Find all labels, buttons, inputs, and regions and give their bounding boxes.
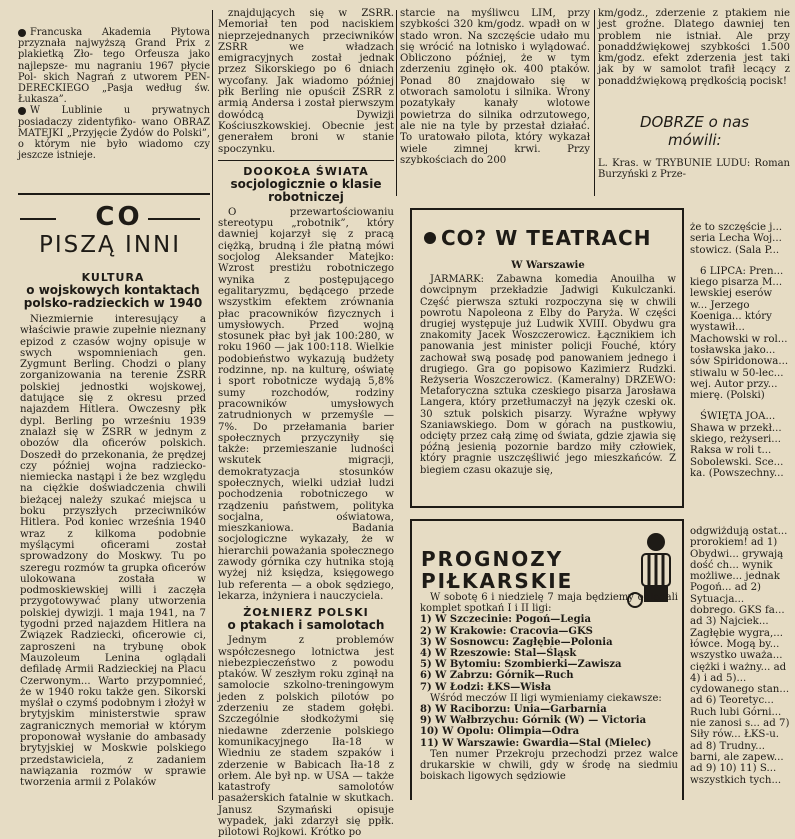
city-heading: W Warszawie [511,260,585,271]
teatr-body [420,260,676,504]
credit-text: L. Kras. w TRYBUNIE LUDU: Roman Burzyński z Prze- [598,158,790,181]
source-name: ŻOŁNIERZ POLSKI [243,606,369,620]
source-name: KULTURA [81,271,145,284]
prognozy-intro: W sobotę 6 i niedzielę 7 maja będziemy oglądali komplet spotkań I i II ligi: [420,592,678,615]
list-item: 3) W Sosnowcu: Zagłębie—Polonia [420,636,613,648]
right-column [690,222,792,522]
article-body: Niezmiernie interesujący a właściwie prawie zupełnie nieznany epizod z czasów wojny opisuje w swych wspomnieniach gen. Zygmunt Berling. Chodzi o plany zorganizowania na terenie ZSRR polskiej jednostki wojskowej, datujące się z okresu przed najazdem Hitlera. Owczesny płk dypl. Berling po wrześniu 1939 znalazł się w ZSRR w jednym z obozów dla oficerów polskich. Doszedł do przekonania, że prędzej czy później wojna radziecko-niemiecka nastąpi i że bez względu na ciężkie doświadczenia chwili bieżącej należy szukać miejsca u boku przyszłych przeciwników Hitlera. Pod koniec września 1940 wraz z kilkoma podobnie myślącymi oficerami został sprowadzony do Moskwy. Tu po szeregu rozmów ta grupka oficerów ulokowana została w podmoskiewskiej willi i zaczęła przygotowywać plany utworzenia polskiej dywizji. 1 maja 1941, na 7 tygodni przed najazdem Hitlera na Związek Radziecki, oficerowie ci, zaproszeni na trybunę obok Mauzoleum Lenina oglądali defiladę Armii Radzieckiej na Placu Czerwonym... Warto przypomnieć, że w 1940 roku także gen. Sikorski myślał o czymś podobnym i złożył w brytyjskim ministerstwie spraw zagranicznych memoriał w którym proponował wysłanie do ambasady brytyjskiej w Moskwie polskiego przedstawiciela, z zadaniem nawiązania rozmów w sprawie tworzenia armii z Polaków [20,314,206,789]
article-continuation: starcie na myśliwcu LIM, przy szybkości 320 km/godz. wpadł on w stado wron. Na szczęście udało mu się wrócić na lotnisko i wylądować. Obliczono później, że w tym zderzeniu zginęło ok. 400 ptaków. Ponad 80 znajdowało się w otworach samolotu i silnika. Wrony pozatykały kanały wlotowe powietrza do silnika odrzutowego, ale nie na tyle by przestał działać. To uratowało pilota, który wykazał wiele zimnej krwi. Przy szybkościach do 200 [400,8,590,166]
swieta-entry: ŚWIĘTA JOA... Shawa w przekł... skiego, reżyseri... Raksa w roli t... Sobolewski. Sce... ka. (Powszechny... [690,411,784,479]
article-title: socjologicznie o klasie robotniczej [230,176,382,204]
co-pisza-inni-heading [20,202,200,272]
column-two [218,8,394,839]
heading-line2: PISZĄ INNI [38,232,182,258]
article-body: Jednym z problemów współczesnego lotnictwa jest niebezpieczeństwo z powodu ptaków. W zeszłym roku zginął na samolocie szkolno-treningowym jeden z polskich pilotów po zderzeniu ze stadem gołębi. Szczególnie słodkożymi się niedawne zderzenie polskiego komunikacyjnego Iła-18 w Wiedniu ze stadem szpaków i zderzenie w Babicach Iła-18 z orłem. Ale był np. w USA — także katastrofy samolotów pasażerskich fatalnie w skutkach. Janusz Szymański opisuje wypadek, jaki zdarzył się ppłk. pilotowi Rojkowi. Krótko po [218,635,394,839]
column-divider [212,10,213,800]
teatr-text: JARMARK: Zabawna komedia Anouilha w dowcipnym przekładzie Jadwigi Kukulczanki. Część pierwsza sztuki rozpoczyna się w chwili powrotu Napoleona z Elby do Paryża. W części drugiej występuje już Ludwik XVIII. Obydwu gra znakomity Jacek Woszczerowicz. Łącznikiem ich panowania jest minister policji Fouché, który zachował swą posadę pod panowaniem jednego i drugiego. Gra go popisowo Kazimierz Rudzki. Reżyseria Woszczerowicz. (Kameralny) DRZEWO: Metaforyczna sztuka czeskiego pisarza Jarosława Langera, który przetłumaczył na język czeski ok. 30 sztuk polskich pisarzy. Wyraźne wpływy Szaniawskiego. Dom w górach na pustkowiu, odcięty przez całą zimę od świata, gdzie zjawia się późną jesienią pozornie bardzo miły człowiek, który pragnie uszczęśliwić jego mieszkańców. Z biegiem czasu okazuje się, [420,274,676,476]
teatr-continuation: że to szczęście j... seria Lecha Woj... stowicz. (Sala P... [690,222,783,256]
prognozy-title-line1: PROGNOZY [421,547,564,571]
handwritten-heading-2: mówili: [668,131,722,149]
list-item: 2) W Krakowie: Cracovia—GKS [420,625,593,637]
prognozy-title [421,548,573,592]
top-left-news [18,27,210,161]
divider-line [18,193,210,195]
list-item: 10) W Opolu: Olimpia—Odra [420,726,580,738]
handwritten-heading-1: DOBRZE o nas [640,113,750,131]
prognozy-mid: Wśród meczów II ligi wymieniamy ciekawsze: [430,692,662,704]
divider-line [218,160,394,161]
match-list-2 [420,704,678,749]
press-credit [598,158,790,194]
match-list [420,614,678,692]
column-divider [396,10,397,196]
article-title: o wojskowych kontaktach polsko-radzieckich w 1940 [23,283,203,310]
heading-rule-right [148,218,200,220]
bullet-icon [18,107,26,115]
source-name: DOOKOŁA ŚWIATA [243,164,369,178]
list-item: 8) W Raciborzu: Unia—Garbarnia [420,704,607,716]
heading-line1: CO [95,202,143,232]
kultura-article [20,272,206,798]
article-title: o ptakach i samolotach [227,618,385,633]
list-item: 9) W Wałbrzychu: Górnik (W) — Victoria [420,715,647,727]
prognozy-body [420,592,678,800]
list-item: 7) W Łodzi: ŁKS—Wisła [420,681,552,693]
list-item: 6) W Zabrzu: Górnik—Ruch [420,670,574,682]
list-item: 4) W Rzeszowie: Stal—Śląsk [420,648,577,660]
prognozy-title-line2: PIŁKARSKIE [421,569,574,593]
list-item: 11) W Warszawie: Gwardia—Stal (Mielec) [420,737,652,749]
article-end: km/godz., zderzenie z ptakiem nie jest groźne. Dlatego dawniej ten problem nie istniał. Ale przy ponaddźwiękowej szybkości 1.500 km/godz. efekt zderzenia jest taki jak by w samolot trafił lecący z ponaddźwiękową prędkością pocisk! [598,8,790,87]
news-item-obraz: W Lublinie u prywatnych posiadaczy zidentyfiko- wano OBRAZ MATEJKI „Przyjęcie Żydów do Polski”, o którym nie było wiadomo czy jeszcze istnieje. [18,105,210,162]
column-three-top [400,8,590,194]
prognozy-continuation: odgwiżdują ostat... prorokiem! ad 1) Obydwi... grywają dość ch... wynik możliwe... jednak Pogoń... ad 2) Sytuacja... dobrego. GKS fa... ad 3) Najciek... Zagłębie wygra,... łówce. Mogą by... wszystko uważa... ciężki i ważny... ad 4) i ad 5)... cydowanego stan... ad 6) Teoretyc... Ruch lubi Górni... nie zanosi s... ad 7) Siły rów... ŁKS-u. ad 8) Trudny... barni, ale zapew... ad 9) 10) 11) S... wszystkich tych... [690,526,790,786]
lipca-entry: 6 LIPCA: Pren... kiego pisarza M... lewskiej eserów w... Jerzego Koeniga... który wystawił... Machowski w rol... tosławska jako... sów Spiridonowa... stiwalu w 50-lec... wej. Autor przy... mierę. (Polski) [690,265,789,402]
prognozy-right [690,526,792,800]
bullet-icon [18,29,26,37]
list-item: 5) W Bytomiu: Szombierki—Zawisza [420,659,622,671]
news-item-akademia: Francuska Akademia Płytowa przyznała najwyższą Grand Prix z plakietką Zło- tego Orfeusza jako najlepsze- mu nagraniu 1967 płycie Pol- skich Nagrań z utworem PEN- DERECKIEGO „Pasja według św. Łukasza”. [18,27,210,106]
prognozy-outro: Ten numer Przekroju przechodzi przez walce drukarskie w chwili, gdy w środę na siedmiu boiskach ligowych sędziowie [420,748,678,783]
column-divider [594,10,595,196]
bullet-icon [424,232,436,244]
article-continuation: znajdujących się w ZSRR. Memoriał ten pod naciskiem nieprzejednanych przeciwników ZSRR we władzach emigracyjnych został jednak przez Sikorskiego po 6 dniach wycofany. Jak wiadomo później płk Berling nie opuścił ZSRR z armią Andersa i został pierwszym dowódcą Dywizji Kościuszkowskiej. Obecnie jest generałem broni w stanie spoczynku. [218,8,394,155]
article-body: O przewartościowaniu stereotypu „robotnik”, który dawniej kojarzył się z pracą ciężką, brudną i źle płatną mówi socjolog Aleksander Matejko: Wzrost prestiżu robotniczego wynika z postępującego egalitaryzmu, będącego przede wszystkim efektem zrównania płac pracowników fizycznych i umysłowych. Przed wojną stosunek płac był jak 100:280, w roku 1960 — jak 100:118. Wielkie podobieństwo wykazują budżety rodzinne, np. na kulturę, oświatę i sport robotnicze wydają 5,8% sumy rozchodów, rodziny pracowników umysłowych zatrudnionych w przemyśle — 7%. Do przełamania barier społecznych przyczyniły się także: przemieszanie ludności wskutek migracji, demokratyzacja stosunków społecznych, wielki udział ludzi pochodzenia robotniczego w rządzeniu państwem, polityka socjalna, oświatowa, mieszkaniowa. Badania socjologiczne wykazały, że w hierarchii poważania społecznego zawody górnika czy hutnika stoją wyżej niż księdza, księgowego lub referenta — a obok sędziego, lekarza, inżyniera i nauczyciela. [218,206,394,602]
list-item: 1) W Szczecinie: Pogoń—Legia [420,614,591,626]
teatr-title: CO? W TEATRACH [441,226,652,250]
